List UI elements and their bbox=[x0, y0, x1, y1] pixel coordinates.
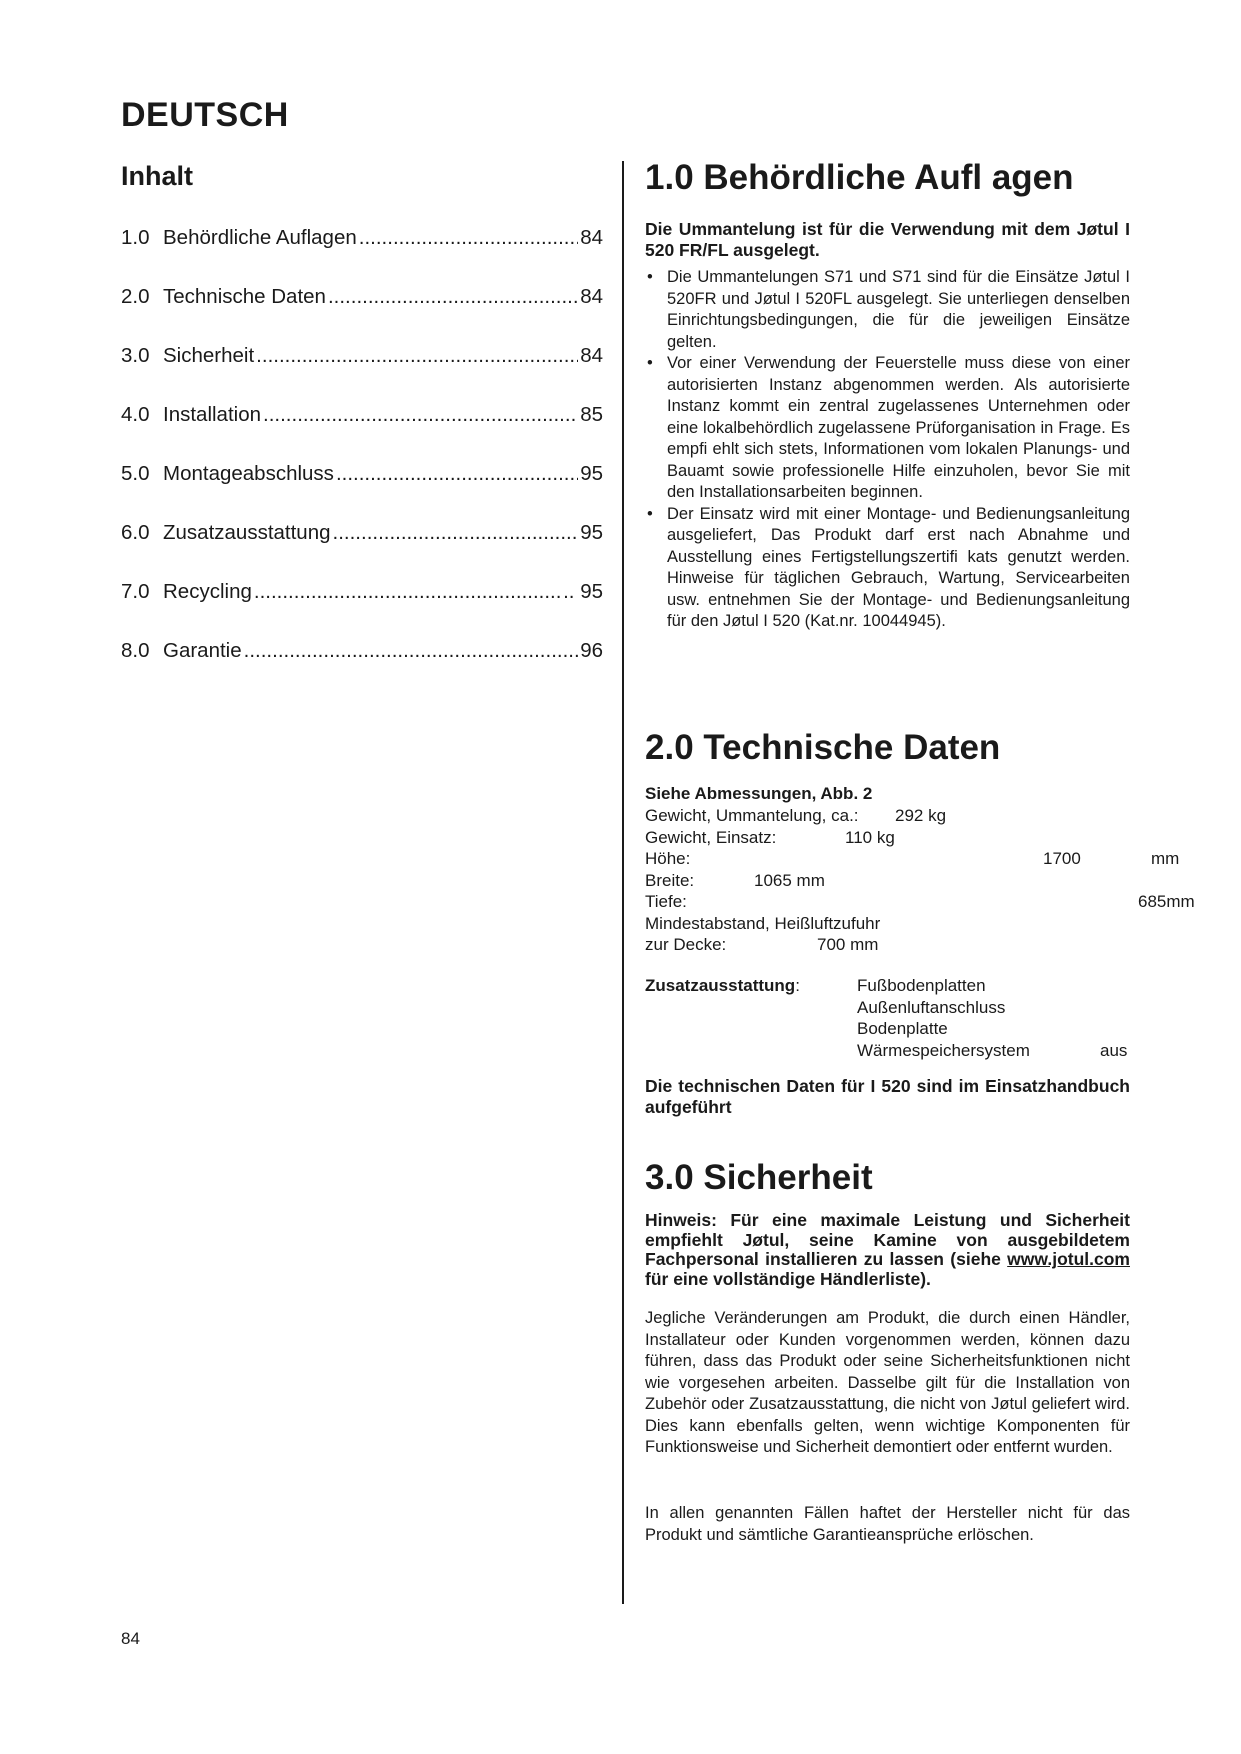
spec-value: 110 kg bbox=[845, 827, 895, 847]
list-item: Außenluftanschluss bbox=[857, 997, 1006, 1017]
toc-item-title: Montageabschluss bbox=[163, 462, 334, 485]
technical-specs bbox=[645, 805, 1205, 956]
spec-unit: mm bbox=[1151, 849, 1180, 868]
toc-item-page: .. 95 bbox=[563, 580, 603, 603]
toc-item[interactable] bbox=[121, 226, 603, 285]
accessories-label: Zusatzausstattung bbox=[645, 976, 796, 995]
dimensions-reference: Siehe Abmessungen, Abb. 2 bbox=[645, 784, 873, 803]
toc-leader bbox=[256, 344, 578, 368]
toc-item-page: 84 bbox=[580, 344, 603, 367]
accessories-label-colon: : bbox=[795, 976, 800, 995]
accessories-block bbox=[645, 975, 1205, 1063]
spec-value: 1065 mm bbox=[754, 870, 825, 890]
toc-item-page: 95 bbox=[580, 521, 603, 544]
toc-item[interactable] bbox=[121, 580, 603, 639]
spec-row-clearance-label bbox=[645, 913, 1205, 935]
dealer-link[interactable]: www.jotul.com bbox=[1007, 1249, 1130, 1269]
toc-item-page: 96 bbox=[580, 639, 603, 662]
toc-item-title: Behördliche Auflagen bbox=[163, 226, 357, 249]
toc-item-number: 1.0 bbox=[121, 226, 150, 249]
toc-item-page: 95 bbox=[580, 462, 603, 485]
toc-item-title: Recycling bbox=[163, 580, 252, 603]
toc-item[interactable] bbox=[121, 285, 603, 344]
toc-leader bbox=[263, 403, 578, 427]
spec-row-depth bbox=[645, 891, 1205, 913]
toc-item-title: Zusatzausstattung bbox=[163, 521, 331, 544]
section1-heading: 1.0 Behördliche Aufl agen bbox=[645, 158, 1074, 197]
toc-leader bbox=[333, 521, 579, 545]
accessories-label-wrap bbox=[645, 975, 800, 997]
safety-note-text-end: für eine vollständige Händlerliste). bbox=[645, 1268, 931, 1289]
technical-note: Die technischen Daten für I 520 sind im Einsatzhandbuch aufgeführt bbox=[645, 1076, 1130, 1117]
section1-bullet-list bbox=[645, 267, 1130, 633]
toc-leader bbox=[359, 226, 578, 250]
spec-row-weight-surround bbox=[645, 805, 1205, 827]
toc-item-number: 8.0 bbox=[121, 639, 150, 662]
page-number: 84 bbox=[121, 1629, 140, 1648]
spec-label: zur Decke: bbox=[645, 935, 727, 954]
spec-row-height bbox=[645, 848, 1205, 870]
spec-label: Gewicht, Einsatz: bbox=[645, 827, 777, 847]
spec-value: 1700 bbox=[1043, 849, 1081, 868]
toc-item-page: 84 bbox=[580, 226, 603, 249]
toc-item-number: 7.0 bbox=[121, 580, 150, 603]
list-item: Bodenplatte bbox=[857, 1019, 948, 1038]
spec-label: Gewicht, Ummantelung, ca.: bbox=[645, 806, 859, 825]
section3-heading: 3.0 Sicherheit bbox=[645, 1158, 873, 1197]
spec-row-clearance bbox=[645, 934, 1205, 956]
toc-item-number: 6.0 bbox=[121, 521, 150, 544]
spec-value: 685mm bbox=[1138, 892, 1195, 911]
toc-item-title: Technische Daten bbox=[163, 285, 326, 308]
spec-label: Höhe: bbox=[645, 849, 691, 868]
spec-row-weight-insert bbox=[645, 827, 1205, 849]
toc-item-number: 4.0 bbox=[121, 403, 150, 426]
list-item: • Der Einsatz wird mit einer Montage- und Bedienungsanleitung ausgeliefert, Das Produkt darf erst nach Abnahme und Ausstellung eines Fertigstellungszertifi kats genutzt werden. Hinweise für täglichen Gebrauch, Wartung, Servicearbeiten usw. entnehmen Sie der Montage- und Bedienungsanleitung für den Jøtul I 520 (Kat.nr. 10044945). bbox=[645, 504, 1130, 633]
safety-paragraph-2: In allen genannten Fällen haftet der Hersteller nicht für das Produkt und sämtliche Garantieansprüche erlöschen. bbox=[645, 1504, 1130, 1544]
list-item: • Vor einer Verwendung der Feuerstelle muss diese von einer autorisierten Instanz abgenommen werden. Als autorisierte Instanz kommt ein zentral zugelassenes Unternehmen oder eine lokalbehördlich zugelassene Prüforganisation in Frage. Es empfi ehlt sich stets, Informationen vom lokalen Planungs- und Bauamt sowie professionelle Hilfe einzuholen, bevor Sie mit den Installationsarbeiten beginnen. bbox=[645, 353, 1130, 504]
toc-item[interactable] bbox=[121, 462, 603, 521]
safety-note bbox=[645, 1211, 1130, 1289]
spec-label: Mindestabstand, Heißluftzufuhr bbox=[645, 913, 881, 933]
toc-leader bbox=[336, 462, 578, 486]
safety-paragraph-1: Jegliche Veränderungen am Produkt, die durch einen Händler, Installateur oder Kunden vorgenommen werden, können dazu führen, dass das Produkt oder seine Sicherheitsfunktionen nicht wie vorgesehen arbeiten. Dasselbe gilt für die Installation von Zubehör oder Zusatzausstattung, die nicht von Jøtul geliefert wird. Dies kann ebenfalls gelten, wenn wichtige Komponenten für Funktionsweise und Sicherheit demontiert oder entfernt wurden. bbox=[645, 1309, 1130, 1456]
column-divider bbox=[622, 161, 624, 1604]
toc-item-title: Garantie bbox=[163, 639, 242, 662]
section2-heading: 2.0 Technische Daten bbox=[645, 728, 1001, 767]
toc-leader bbox=[328, 285, 578, 309]
toc-item[interactable] bbox=[121, 521, 603, 580]
toc-leader bbox=[244, 639, 579, 663]
accessories-list bbox=[857, 975, 1030, 1061]
spec-row-width bbox=[645, 870, 1205, 892]
toc-heading: Inhalt bbox=[121, 161, 193, 191]
spec-label: Tiefe: bbox=[645, 892, 687, 911]
toc-item-page: 85 bbox=[580, 403, 603, 426]
list-item: Fußbodenplatten bbox=[857, 976, 986, 995]
toc-item[interactable] bbox=[121, 639, 603, 698]
spec-label: Breite: bbox=[645, 870, 695, 890]
language-heading: DEUTSCH bbox=[121, 96, 289, 134]
spec-value: 292 kg bbox=[895, 806, 947, 825]
toc-item[interactable] bbox=[121, 344, 603, 403]
toc-item-number: 5.0 bbox=[121, 462, 150, 485]
toc-item-title: Sicherheit bbox=[163, 344, 255, 367]
toc-item-page: 84 bbox=[580, 285, 603, 308]
toc-item-number: 3.0 bbox=[121, 344, 150, 367]
table-of-contents bbox=[121, 226, 603, 698]
toc-item-title: Installation bbox=[163, 403, 262, 426]
list-item: • Die Ummantelungen S71 und S71 sind für die Einsätze Jøtul I 520FR und Jøtul I 520FL ausgelegt. Sie unterliegen denselben Einrichtungsbedingungen, die für die jeweiligen Einsätze gelten. bbox=[645, 267, 1130, 353]
toc-leader bbox=[254, 580, 561, 604]
list-item: Wärmespeichersystem bbox=[857, 1040, 1030, 1060]
safety-note-text: Hinweis: Für eine maximale Leistung und Sicherheit empfiehlt Jøtul, seine Kamine von ausgebildetem Fachpersonal installieren zu lassen (siehe bbox=[645, 1210, 1130, 1269]
section1-intro: Die Ummantelung ist für die Verwendung mit dem Jøtul I 520 FR/FL ausgelegt. bbox=[645, 219, 1130, 260]
toc-item[interactable] bbox=[121, 403, 603, 462]
accessories-extra: aus bbox=[1100, 1040, 1128, 1060]
toc-item-number: 2.0 bbox=[121, 285, 150, 308]
spec-value: 700 mm bbox=[817, 935, 879, 954]
